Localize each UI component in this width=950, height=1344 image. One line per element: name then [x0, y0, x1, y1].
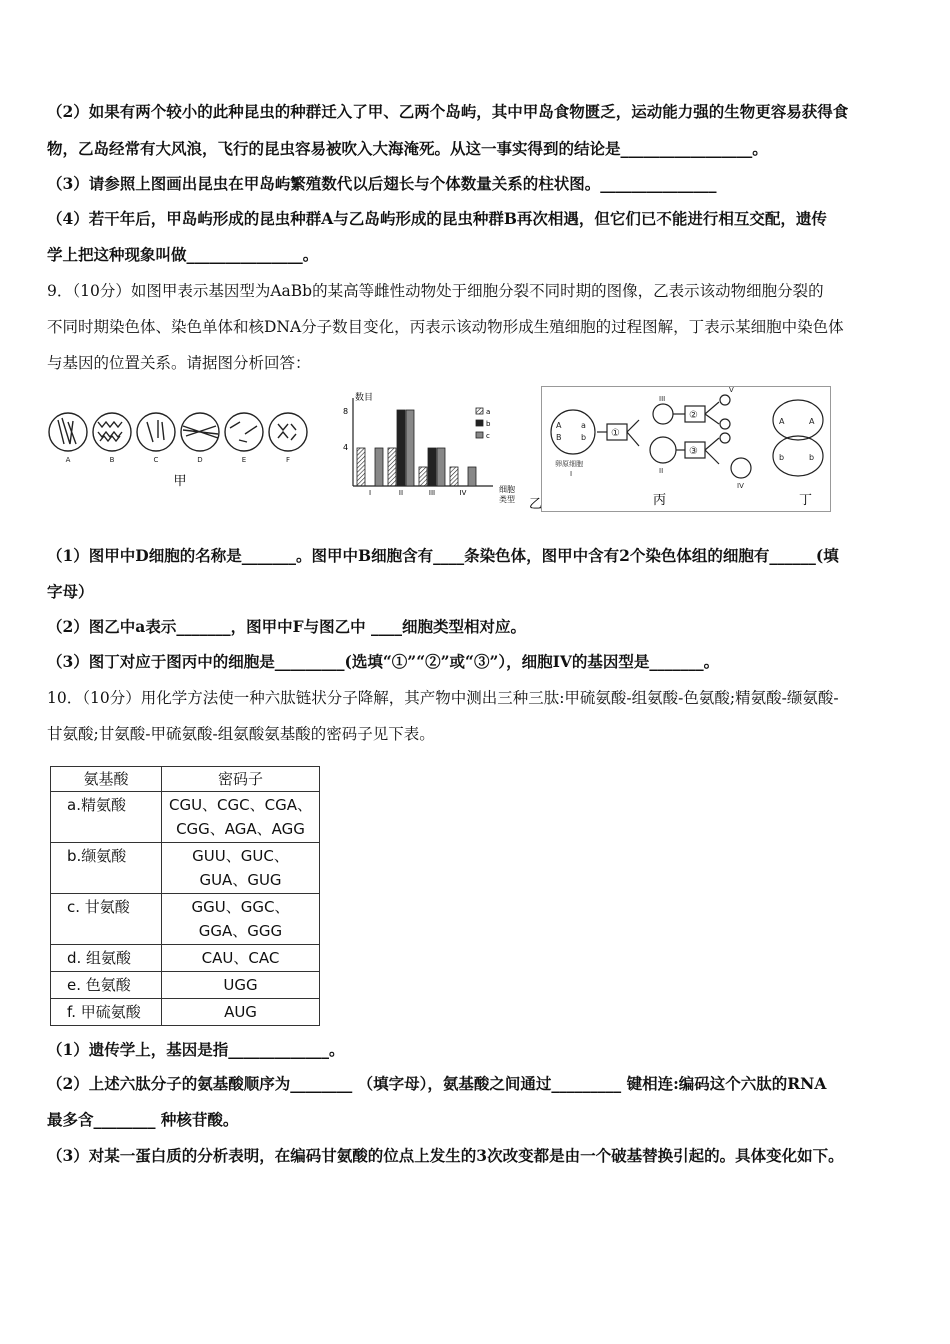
figure-bing-caption: 丙 [653, 493, 667, 508]
q8-2-line1: （2）如果有两个较小的此种昆虫的种群迁入了甲、乙两个岛屿，其中甲岛食物匮乏，运动能力强的生物更容易获得食 [47, 102, 849, 121]
cell-label-c: C [153, 456, 159, 464]
figure-yi-caption: 乙 [529, 497, 543, 512]
legend-swatch-b [476, 420, 483, 426]
q9-stem-line3: 与基因的位置关系。请据图分析回答： [47, 354, 311, 372]
cell-label-b: B [109, 456, 115, 464]
amino-acid-cell: b.缬氨酸 [51, 843, 162, 894]
bing-step2: ② [689, 410, 698, 421]
q8-4-line1: （4）若干年后，甲岛屿形成的昆虫种群A与乙岛屿形成的昆虫种群B再次相遇，但它们已不能进行相互交配，遗传 [47, 209, 827, 228]
x-ticks [369, 489, 467, 497]
q9-3-line: （3）图丁对应于图丙中的细胞是_________(选填“①”“②”或“③”），细胞IV的基因型是_______。 [47, 652, 720, 671]
ding-gene-a: A [779, 417, 785, 426]
bing-roman-iii: III [659, 395, 666, 403]
amino-acid-cell: d. 组氨酸 [51, 945, 162, 972]
ding-gene-b: b [779, 453, 785, 462]
bing-step1: ① [611, 428, 620, 439]
q10-stem-line1: 10．（10分）用化学方法使一种六肽链状分子降解，其产物中测出三种三肽:甲硫氨酸-组氨酸-色氨酸;精氨酸-缬氨酸- [47, 689, 839, 707]
cell-a-chromosomes [58, 418, 76, 444]
bing-gene-a: A [556, 421, 562, 430]
bing-cell-label: 卵原细胞 [555, 460, 583, 468]
figure-jia [46, 408, 314, 490]
legend-label-c: c [486, 432, 490, 440]
table-row [51, 894, 320, 945]
cell-d-chromosomes [183, 426, 218, 438]
bing-roman-ii: II [659, 467, 664, 475]
y-tick-4: 4 [343, 443, 349, 452]
table-row [51, 972, 320, 999]
q9-2-line: （2）图乙中a表示_______，图甲中F与图乙中 ____细胞类型相对应。 [47, 617, 526, 636]
cell-label-a: A [65, 456, 71, 464]
bing-polar-body-3 [720, 433, 730, 443]
table-row [51, 792, 320, 843]
x-tick-II: II [398, 489, 404, 497]
bing-polar-body-1 [720, 395, 730, 405]
codon-cell: GGU、GGC、 GGA、GGG [162, 894, 320, 945]
codon-table [50, 766, 320, 1026]
cell-e-chromosomes [230, 422, 257, 442]
table-row [51, 843, 320, 894]
codon-cell: AUG [162, 999, 320, 1026]
table-row [51, 999, 320, 1026]
bar-b-II [397, 410, 405, 486]
bing-step3: ③ [689, 446, 698, 457]
ding-gene-b2: b [809, 453, 815, 462]
cell-label-e: E [241, 456, 247, 464]
bar-c-III [437, 448, 445, 486]
cell-b-chromosomes [98, 422, 122, 441]
amino-acid-cell: c. 甘氨酸 [51, 894, 162, 945]
codon-table-header [51, 767, 320, 792]
figure-yi-chart [333, 390, 543, 512]
cell-a-circle [49, 413, 87, 451]
bar-a-II [388, 448, 396, 486]
amino-acid-cell: a.精氨酸 [51, 792, 162, 843]
q10-stem-line2: 甘氨酸;甘氨酸-甲硫氨酸-组氨酸氨基酸的密码子见下表。 [47, 725, 435, 743]
q8-3-line: （3）请参照上图画出昆虫在甲岛屿繁殖数代以后翅长与个体数量关系的柱状图。_______________ [47, 174, 717, 193]
legend-label-a: a [486, 408, 491, 416]
cell-e-circle [225, 413, 263, 451]
x-axis-label-1: 细胞 [499, 485, 515, 494]
q8-2-line2: 物，乙岛经常有大风浪，飞行的昆虫容易被吹入大海淹死。从这一事实得到的结论是_________________。 [47, 139, 768, 158]
bing-gene-b: B [556, 433, 562, 442]
q9-1-line2: 字母） [47, 582, 94, 601]
bar-c-IV [468, 467, 476, 486]
q10-3-line: （3）对某一蛋白质的分析表明，在编码甘氨酸的位点上发生的3次改变都是由一个破基替换引起的。具体变化如下。 [47, 1146, 844, 1165]
x-tick-I: I [368, 489, 372, 497]
header-amino-acid: 氨基酸 [51, 767, 162, 792]
figure-frame [542, 387, 831, 512]
y-axis-label: 数目 [355, 393, 374, 403]
chart-bars [357, 410, 476, 486]
q9-stem-line1: 9．（10分）如图甲表示基因型为AaBb的某高等雌性动物处于细胞分裂不同时期的图像，乙表示该动物细胞分裂的 [47, 282, 824, 300]
legend-label-b: b [486, 420, 491, 428]
bing-cell-iv [731, 458, 751, 478]
cell-label-d: D [197, 456, 203, 464]
q9-1-line1: （1）图甲中D细胞的名称是_______。图甲中B细胞含有____条染色体，图甲中含有2个染色体组的细胞有______(填 [47, 546, 839, 565]
bing-cell-roman-i: I [570, 470, 573, 478]
bar-a-IV [450, 467, 458, 486]
bing-gene-b-lower: b [581, 433, 587, 442]
bar-c-II [406, 410, 414, 486]
bar-a-I [357, 448, 365, 486]
legend-swatch-a [476, 408, 483, 414]
codon-cell: CGU、CGC、CGA、 CGG、AGA、AGG [162, 792, 320, 843]
codon-cell: UGG [162, 972, 320, 999]
cell-f-chromosomes [278, 424, 296, 440]
codon-cell: GUU、GUC、 GUA、GUG [162, 843, 320, 894]
bar-c-I [375, 448, 383, 486]
amino-acid-cell: e. 色氨酸 [51, 972, 162, 999]
q8-4-line2: 学上把这种现象叫做_______________。 [47, 245, 319, 264]
header-codon: 密码子 [162, 767, 320, 792]
q10-2-line2: 最多含________ 种核苷酸。 [47, 1110, 239, 1129]
legend-swatch-c [476, 432, 483, 438]
cell-label-f: F [285, 456, 291, 464]
bing-roman-v: V [729, 386, 734, 394]
y-tick-8: 8 [343, 407, 349, 416]
bing-cell-ii [650, 437, 676, 463]
cell-c-chromosomes [147, 420, 164, 442]
bing-primary-cell [551, 410, 595, 454]
bing-roman-iv: IV [737, 482, 744, 490]
cell-c-circle [137, 413, 175, 451]
chart-legend [476, 408, 491, 440]
q10-1-line: （1）遗传学上，基因是指_____________。 [47, 1040, 345, 1059]
bar-b-III [428, 448, 436, 486]
amino-acid-cell: f. 甲硫氨酸 [51, 999, 162, 1026]
codon-cell: CAU、CAC [162, 945, 320, 972]
x-tick-III: III [428, 489, 436, 497]
x-axis-label-2: 类型 [499, 495, 515, 504]
cell-f-circle [269, 413, 307, 451]
ding-gene-a2: A [809, 417, 815, 426]
bar-a-III [419, 467, 427, 486]
table-row [51, 945, 320, 972]
bing-polar-body-2 [720, 419, 730, 429]
bing-cell-iii [653, 404, 673, 424]
figure-jia-caption: 甲 [173, 474, 187, 489]
figure-bing-ding [541, 386, 831, 512]
bing-gene-a-lower: a [581, 421, 586, 430]
q10-2-line1: （2）上述六肽分子的氨基酸顺序为________ （填字母），氨基酸之间通过_________ 键相连:编码这个六肽的RNA [47, 1074, 827, 1093]
figure-ding-caption: 丁 [799, 493, 813, 508]
x-tick-IV: IV [459, 489, 467, 497]
q9-stem-line2: 不同时期染色体、染色单体和核DNA分子数目变化，丙表示该动物形成生殖细胞的过程图解，丁表示某细胞中染色体 [47, 318, 844, 336]
